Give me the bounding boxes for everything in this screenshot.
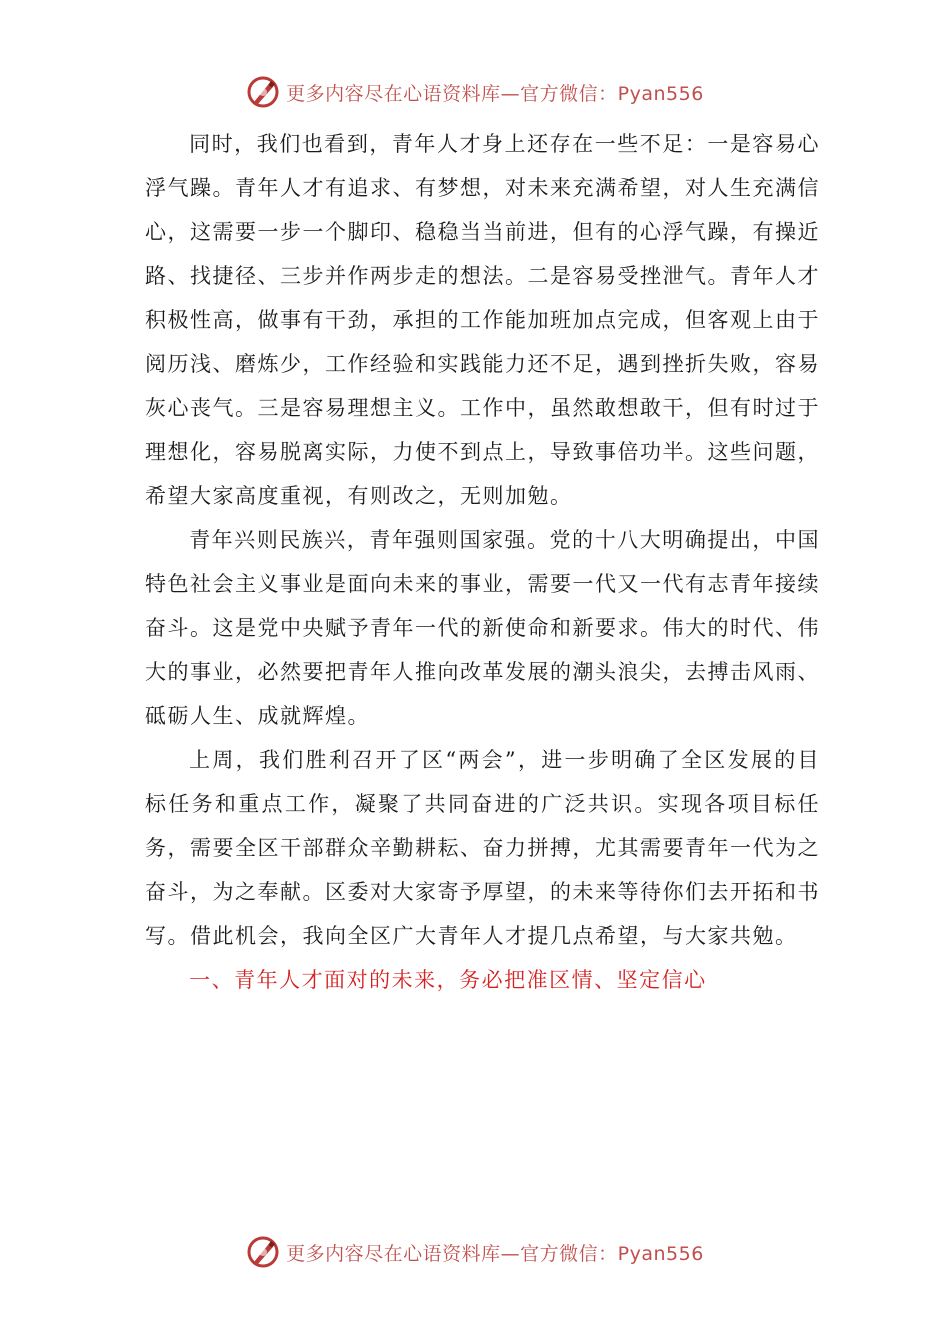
pen-circle-logo-icon (246, 1235, 280, 1269)
section-heading: 一、青年人才面对的未来，务必把准区情、坚定信心 (189, 968, 707, 992)
footer-watermark (0, 1232, 950, 1272)
paragraph-district-meeting: 上周，我们胜利召开了区“两会”，进一步明确了全区发展的目标任务和重点工作，凝聚了共同奋进的广泛共识。实现各项目标任务，需要全区干部群众辛勤耕耘、奋力拼搏，尤其需要青年一代为之奋斗，为之奉献。区委对大家寄予厚望，的未来等待你们去开拓和书写。借此机会，我向全区广大青年人才提几点希望，与大家共勉。 (145, 748, 820, 948)
paragraph-shortcomings: 同时，我们也看到，青年人才身上还存在一些不足：一是容易心浮气躁。青年人才有追求、有梦想，对未来充满希望，对人生充满信心，这需要一步一个脚印、稳稳当当前进，但有的心浮气躁，有操近路、找捷径、三步并作两步走的想法。二是容易受挫泄气。青年人才积极性高，做事有干劲，承担的工作能加班加点完成，但客观上由于阅历浅、磨炼少，工作经验和实践能力还不足，遇到挫折失败，容易灰心丧气。三是容易理想主义。工作中，虽然敢想敢干，但有时过于理想化，容易脱离实际，力使不到点上，导致事倍功半。这些问题， 希望大家高度重视，有则改之，无则加勉。 (145, 132, 820, 508)
header-watermark (0, 72, 950, 112)
watermark-text: 更多内容尽在心语资料库—官方微信：Pyan556 (286, 1242, 704, 1265)
document-body (145, 122, 820, 1002)
pen-circle-logo-icon (246, 75, 280, 109)
paragraph-youth-mission: 青年兴则民族兴，青年强则国家强。党的十八大明确提出，中国特色社会主义事业是面向未来的事业，需要一代又一代有志青年接续奋斗。这是党中央赋予青年一代的新使命和新要求。伟大的时代、伟大的事业，必然要把青年人推向改革发展的潮头浪尖，去搏击风雨、砥砺人生、成就辉煌。 (145, 528, 820, 728)
watermark-text: 更多内容尽在心语资料库—官方微信：Pyan556 (286, 82, 704, 105)
